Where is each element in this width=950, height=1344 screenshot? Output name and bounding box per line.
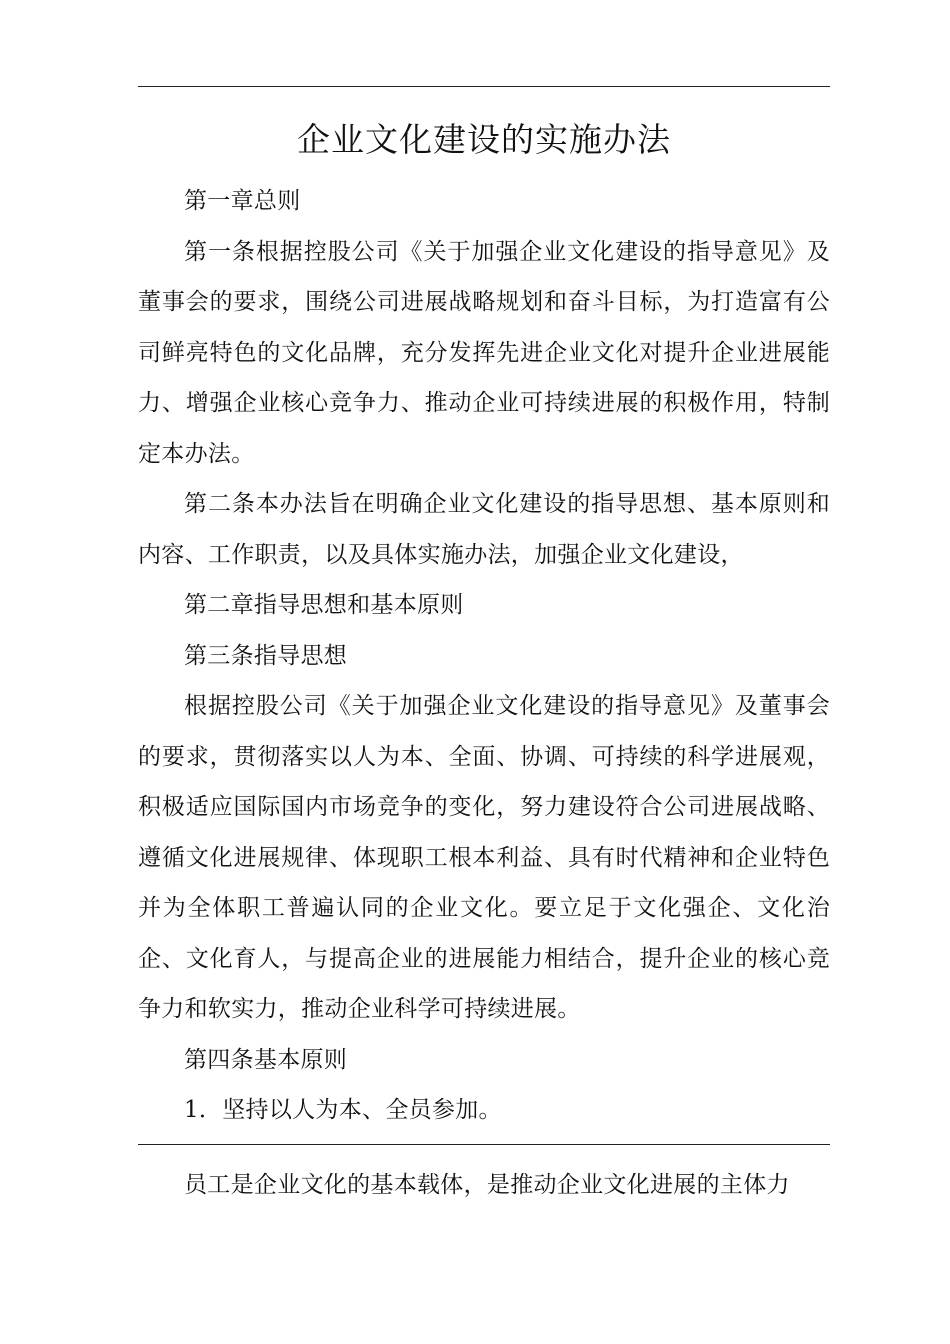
body-paragraph: 员工是企业文化的基本载体，是推动企业文化进展的主体力 bbox=[184, 1172, 790, 1198]
body-paragraph: 根据控股公司《关于加强企业文化建设的指导意见》及董事会的要求，贯彻落实以人为本、全面、协调、可持续的科学进展观，积极适应国际国内市场竞争的变化，努力建设符合公司进展战略、遵循文化进展规律、体现职工根本利益、具有时代精神和企业特色并为全体职工普遍认同的企业文化。要立足于文化强企、文化治企、文化育人，与提高企业的进展能力相结合，提升企业的核心竞争力和软实力，推动企业科学可持续进展。 bbox=[138, 693, 830, 1022]
list-item: 1．坚持以人为本、全员参加。 bbox=[184, 1097, 502, 1123]
header-rule bbox=[138, 86, 830, 87]
article-heading: 第三条指导思想 bbox=[184, 642, 348, 669]
chapter-heading: 第一章总则 bbox=[184, 188, 301, 214]
page-break-rule bbox=[138, 1144, 830, 1145]
article-heading: 第四条基本原则 bbox=[184, 1046, 348, 1073]
document-body bbox=[138, 176, 830, 1136]
chapter-heading: 第二章指导思想和基本原则 bbox=[184, 592, 464, 618]
body-paragraph: 第二条本办法旨在明确企业文化建设的指导思想、基本原则和内容、工作职责，以及具体实施办法，加强企业文化建设， bbox=[138, 491, 830, 568]
body-paragraph: 第一条根据控股公司《关于加强企业文化建设的指导意见》及董事会的要求，围绕公司进展战略规划和奋斗目标，为打造富有公司鲜亮特色的文化品牌，充分发挥先进企业文化对提升企业进展能力、增强企业核心竞争力、推动企业可持续进展的积极作用，特制定本办法。 bbox=[138, 238, 830, 467]
document-title: 企业文化建设的实施办法 bbox=[297, 120, 671, 159]
next-page-content bbox=[138, 1160, 830, 1211]
